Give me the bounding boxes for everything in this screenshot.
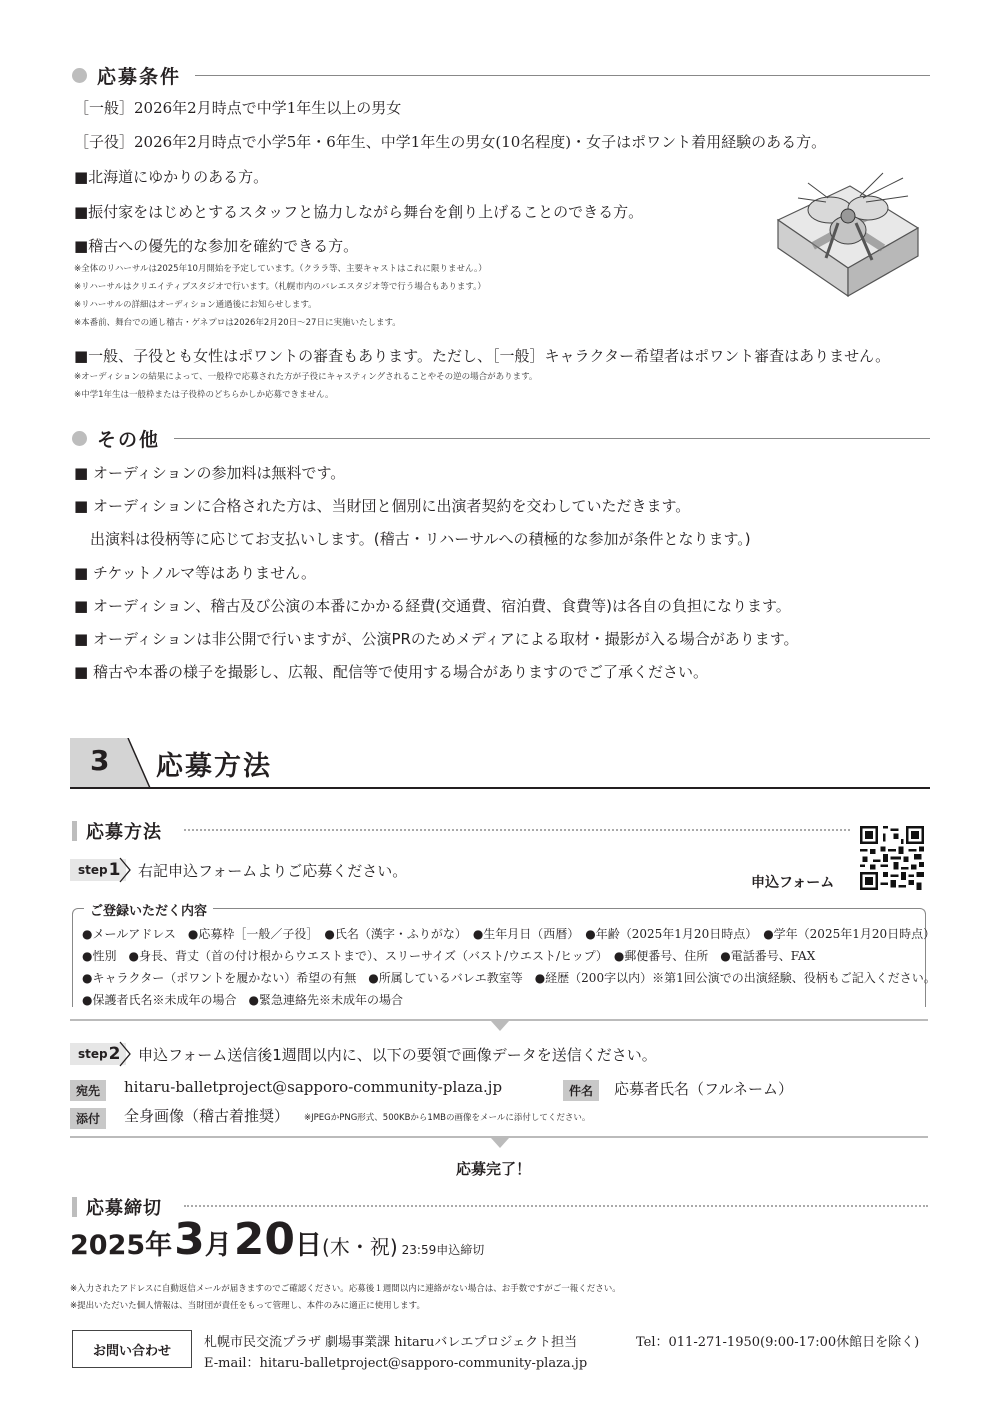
deadline-month-unit: 月 xyxy=(204,1230,232,1261)
header-rule xyxy=(195,75,930,76)
other-media: ■ オーディションは非公開で行いますが、公演PRのためメディアによる取材・撮影が入る場合があります。 xyxy=(74,630,799,648)
condition-rehearsal: ■稽古への優先的な参加を確約できる方。 xyxy=(74,237,359,255)
condition-child: ［子役］2026年2月時点で小学5年・6年生、中学1年生の男女(10名程度)・女子はポワント着用経験のある方。 xyxy=(74,133,827,151)
attach-label: 添付 xyxy=(70,1108,106,1129)
other-photo: ■ 稽古や本番の様子を撮影し、広報、配信等で使用する場合がありますのでご了承ください。 xyxy=(74,663,708,681)
deadline-date xyxy=(70,1214,484,1265)
other-fee: 出演料は役柄等に応じてお支払いします。(稽古・リハーサルへの積極的な参加が条件となります。) xyxy=(90,530,751,548)
note-casting: ※オーディションの結果によって、一般枠で応募された方が子役にキャスティングされることやその逆の場合があります。 xyxy=(74,372,538,382)
deadline-day: 20 xyxy=(233,1214,296,1265)
contact-label: お問い合わせ xyxy=(72,1330,192,1368)
dotted-rule xyxy=(184,1205,928,1207)
gift-box-illustration xyxy=(768,168,928,308)
subject-value: 応募者氏名（フルネーム） xyxy=(614,1080,793,1098)
method-title: 応募方法 xyxy=(86,822,162,843)
bullet-dot-icon xyxy=(72,68,87,83)
contact-org: 札幌市民交流プラザ 劇場事業課 hitaruバレエプロジェクト担当 xyxy=(204,1335,578,1350)
note-rehearsal-place: ※リハーサルはクリエイティブスタジオで行います。（札幌市内のバレエスタジオ等で行う場合もあります。） xyxy=(74,282,486,292)
other-expenses: ■ オーディション、稽古及び公演の本番にかかる経費(交通費、宿泊費、食費等)は各自の負担になります。 xyxy=(74,597,791,615)
step-number: 2 xyxy=(108,1044,121,1064)
qr-code-icon[interactable] xyxy=(860,826,924,890)
other-free: ■ オーディションの参加料は無料です。 xyxy=(74,464,346,482)
contact-email[interactable]: E-mail：hitaru-balletproject@sapporo-community-plaza.jp xyxy=(204,1356,588,1371)
form-label: 申込フォーム xyxy=(751,875,835,891)
other-title: その他 xyxy=(97,429,161,451)
section-title: 応募方法 xyxy=(156,751,272,782)
deadline-year: 2025年 xyxy=(70,1230,173,1261)
bar-icon xyxy=(72,821,77,841)
registration-row-1: ●メールアドレス ●応募枠［一般／子役］ ●氏名（漢字・ふりがな） ●生年月日（西暦） ●年齢（2025年1月20日時点） ●学年（2025年1月20日時点） xyxy=(82,927,936,941)
header-rule xyxy=(174,438,930,439)
complete-text: 応募完了！ xyxy=(456,1160,532,1178)
step1-text: 右記申込フォームよりご応募ください。 xyxy=(138,862,408,880)
conditions-title: 応募条件 xyxy=(97,66,182,88)
registration-title: ご登録いただく内容 xyxy=(84,900,213,919)
deadline-note-1: ※入力されたアドレスに自動返信メールが届きますのでご確認ください。応募後１週間以内に連絡がない場合は、お手数ですがご一報ください。 xyxy=(70,1284,621,1294)
registration-row-4: ●保護者氏名※未成年の場合 ●緊急連絡先※未成年の場合 xyxy=(82,993,403,1007)
other-header xyxy=(72,425,930,452)
deadline-day-unit: 日 xyxy=(295,1230,323,1261)
to-email[interactable]: hitaru-balletproject@sapporo-community-plaza.jp xyxy=(124,1078,503,1096)
method-header xyxy=(72,818,170,844)
conditions-header xyxy=(72,62,930,89)
other-ticket: ■ チケットノルマ等はありません。 xyxy=(74,564,316,582)
note-dress-rehearsal: ※本番前、舞台での通し稽古・ゲネプロは2026年2月20日～27日に実施いたします。 xyxy=(74,318,401,328)
deadline-weekday: (木・祝) xyxy=(322,1235,398,1259)
condition-pointe: ■一般、子役とも女性はポワントの審査もあります。ただし、［一般］キャラクター希望者はポワント審査はありません。 xyxy=(74,347,891,365)
deadline-time: 23:59申込締切 xyxy=(401,1243,485,1257)
condition-cooperate: ■振付家をはじめとするスタッフと協力しながら舞台を創り上げることのできる方。 xyxy=(74,203,644,221)
subject-label: 件名 xyxy=(563,1080,599,1101)
chevron-right-icon xyxy=(118,1041,132,1067)
down-arrow-icon xyxy=(491,1021,509,1031)
attach-note: ※JPEGかPNG形式、500KBから1MBの画像をメールに添付してください。 xyxy=(304,1113,591,1123)
step-label: step xyxy=(78,1047,108,1061)
deadline-title: 応募締切 xyxy=(86,1198,162,1219)
deadline-note-2: ※提出いただいた個人情報は、当財団が責任をもって管理し、本件のみに適正に使用します。 xyxy=(70,1301,425,1311)
section-number-tab xyxy=(70,738,160,790)
bullet-dot-icon xyxy=(72,431,87,446)
other-contract: ■ オーディションに合格された方は、当財団と個別に出演者契約を交わしていただきます。 xyxy=(74,497,691,515)
attach-value: 全身画像（稽古着推奨） xyxy=(124,1107,290,1125)
down-arrow-icon xyxy=(491,1138,509,1148)
note-rehearsal-start: ※全体のリハーサルは2025年10月開始を予定しています。（クララ等、主要キャストはこれに限りません。） xyxy=(74,264,487,274)
section-number: 3 xyxy=(90,744,110,777)
registration-row-3: ●キャラクター（ポワントを履かない）希望の有無 ●所属しているバレエ教室等 ●経歴（200字以内）※第1回公演での出演経験、役柄もご記入ください。 xyxy=(82,971,936,985)
condition-hokkaido: ■北海道にゆかりのある方。 xyxy=(74,168,269,186)
registration-row-2: ●性別 ●身長、背丈（首の付け根からウエストまで）、スリーサイズ（バスト/ウエスト/ヒップ） ●郵便番号、住所 ●電話番号、FAX xyxy=(82,949,816,963)
deadline-month: 3 xyxy=(174,1214,205,1265)
section-rule xyxy=(70,787,930,789)
condition-general: ［一般］2026年2月時点で中学1年生以上の男女 xyxy=(74,99,402,117)
to-label: 宛先 xyxy=(70,1080,106,1101)
note-rehearsal-detail: ※リハーサルの詳細はオーディション通過後にお知らせします。 xyxy=(74,300,317,310)
step2-text: 申込フォーム送信後1週間以内に、以下の要領で画像データを送信ください。 xyxy=(138,1046,657,1064)
chevron-right-icon xyxy=(118,857,132,883)
contact-tel[interactable]: Tel：011-271-1950(9:00-17:00休館日を除く) xyxy=(636,1335,920,1350)
step-label: step xyxy=(78,863,108,877)
note-junior-high: ※中学1年生は一般枠または子役枠のどちらかしか応募できません。 xyxy=(74,390,334,400)
step-number: 1 xyxy=(108,860,121,880)
dotted-rule xyxy=(184,829,850,831)
